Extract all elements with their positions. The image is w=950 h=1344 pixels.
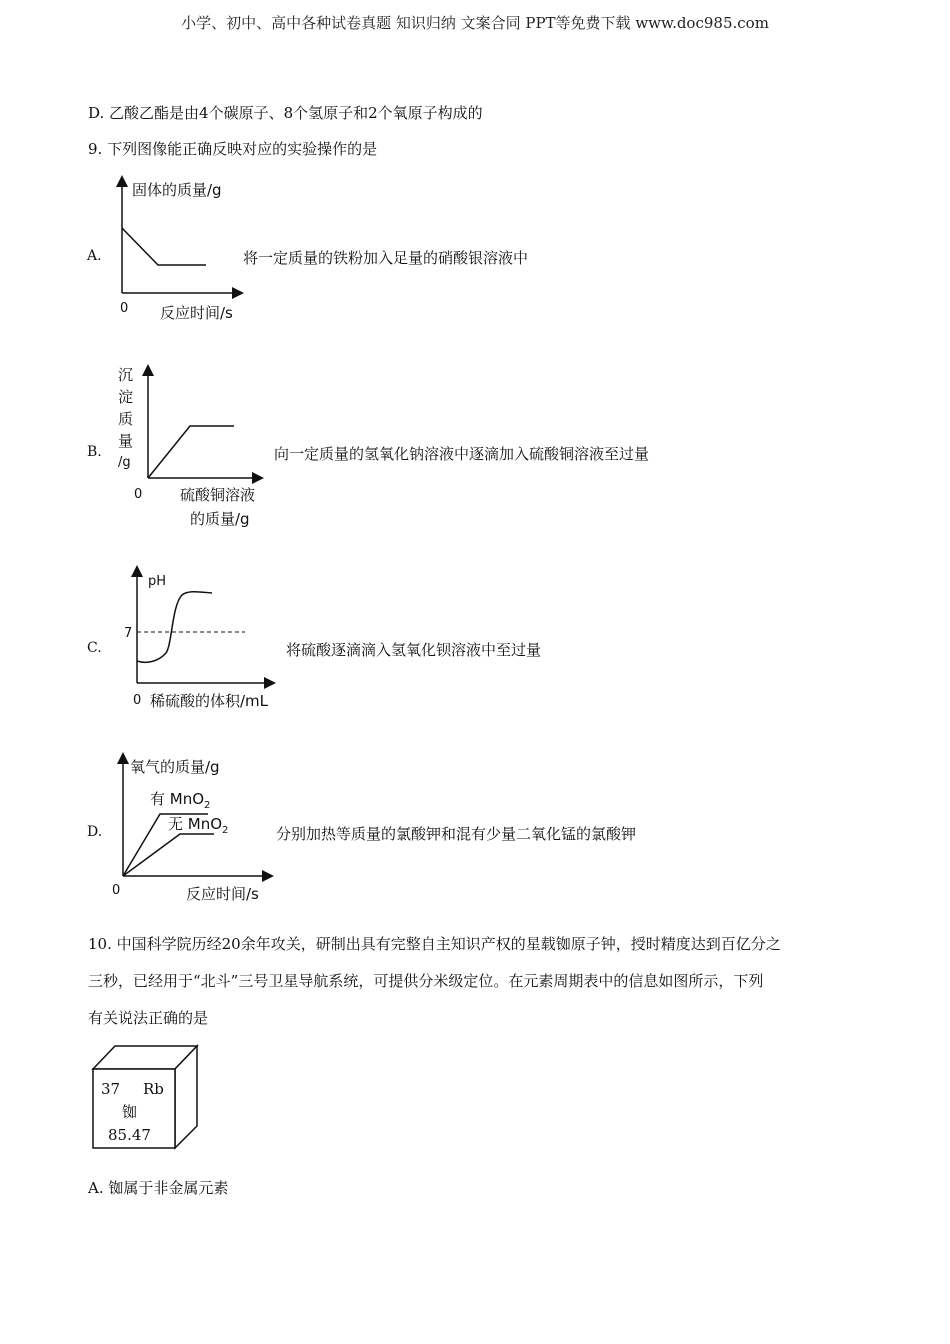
option-d-q8: D. 乙酸乙酯是由4个碳原子、8个氢原子和2个氧原子构成的: [88, 104, 483, 122]
chart-b-xlabel-2: 的质量/g: [190, 510, 250, 528]
answer-a: A. 铷属于非金属元素: [88, 1179, 229, 1197]
chart-c-ylabel: pH: [148, 574, 167, 589]
question-10-line-1: 10. 中国科学院历经20余年攻关，研制出具有完整自主知识产权的星载铷原子钟，授时精度达到百亿分之: [88, 935, 781, 953]
option-d-label: D.: [87, 824, 103, 840]
chart-d-series2: 无 MnO$_2$: [168, 815, 229, 836]
chart-c-xlabel: 稀硫酸的体积/mL: [150, 692, 269, 710]
chart-b-ylabel-2: 淀: [118, 388, 134, 406]
chart-b-ylabel-1: 沉: [118, 366, 134, 384]
chart-d: [108, 752, 288, 902]
page-header: 小学、初中、高中各种试卷真题 知识归纳 文案合同 PPT等免费下载 www.doc985.com: [181, 14, 769, 32]
element-name: 铷: [122, 1103, 138, 1121]
option-c-desc: 将硫酸逐滴滴入氢氧化钡溶液中至过量: [286, 641, 542, 659]
chart-c: [110, 565, 290, 715]
chart-b-ylabel-5: /g: [118, 455, 131, 470]
option-b-label: B.: [87, 444, 102, 460]
chart-a-xlabel: 反应时间/s: [160, 304, 233, 322]
option-c-label: C.: [87, 640, 102, 656]
question-10-line-2: 三秒，已经用于“北斗”三号卫星导航系统，可提供分米级定位。在元素周期表中的信息如图所示，下列: [88, 972, 764, 990]
chart-d-curve-without-mno2: [123, 834, 214, 876]
chart-b-origin: 0: [134, 487, 143, 502]
chart-d-origin: 0: [112, 883, 121, 898]
chart-b-ylabel-4: 量: [118, 432, 134, 450]
chart-a-ylabel: 固体的质量/g: [132, 181, 222, 199]
chart-b: [110, 362, 270, 532]
chart-c-origin: 0: [133, 693, 142, 708]
chart-b-xlabel-1: 硫酸铜溶液: [180, 486, 256, 504]
chart-d-xlabel: 反应时间/s: [186, 885, 259, 903]
chart-b-ylabel-3: 质: [118, 410, 134, 428]
element-mass: 85.47: [108, 1126, 151, 1144]
question-10-line-3: 有关说法正确的是: [88, 1009, 209, 1027]
chart-c-ytick: 7: [124, 626, 133, 641]
chart-a-curve: [122, 228, 206, 265]
option-b-desc: 向一定质量的氢氧化钠溶液中逐滴加入硫酸铜溶液至过量: [274, 445, 650, 463]
option-a-label: A.: [87, 248, 102, 264]
element-number: 37: [101, 1080, 121, 1098]
element-symbol: Rb: [143, 1080, 164, 1098]
chart-d-ylabel: 氧气的质量/g: [130, 758, 220, 776]
chart-a: [110, 175, 250, 325]
chart-b-curve: [148, 426, 234, 478]
chart-a-origin: 0: [120, 301, 129, 316]
question-9: 9. 下列图像能正确反映对应的实验操作的是: [88, 140, 378, 158]
option-a-desc: 将一定质量的铁粉加入足量的硝酸银溶液中: [243, 249, 529, 267]
element-card: [88, 1042, 203, 1152]
chart-c-curve: [137, 592, 212, 663]
chart-d-series1: 有 MnO$_2$: [150, 790, 211, 811]
option-d-desc: 分别加热等质量的氯酸钾和混有少量二氧化锰的氯酸钾: [276, 825, 637, 843]
